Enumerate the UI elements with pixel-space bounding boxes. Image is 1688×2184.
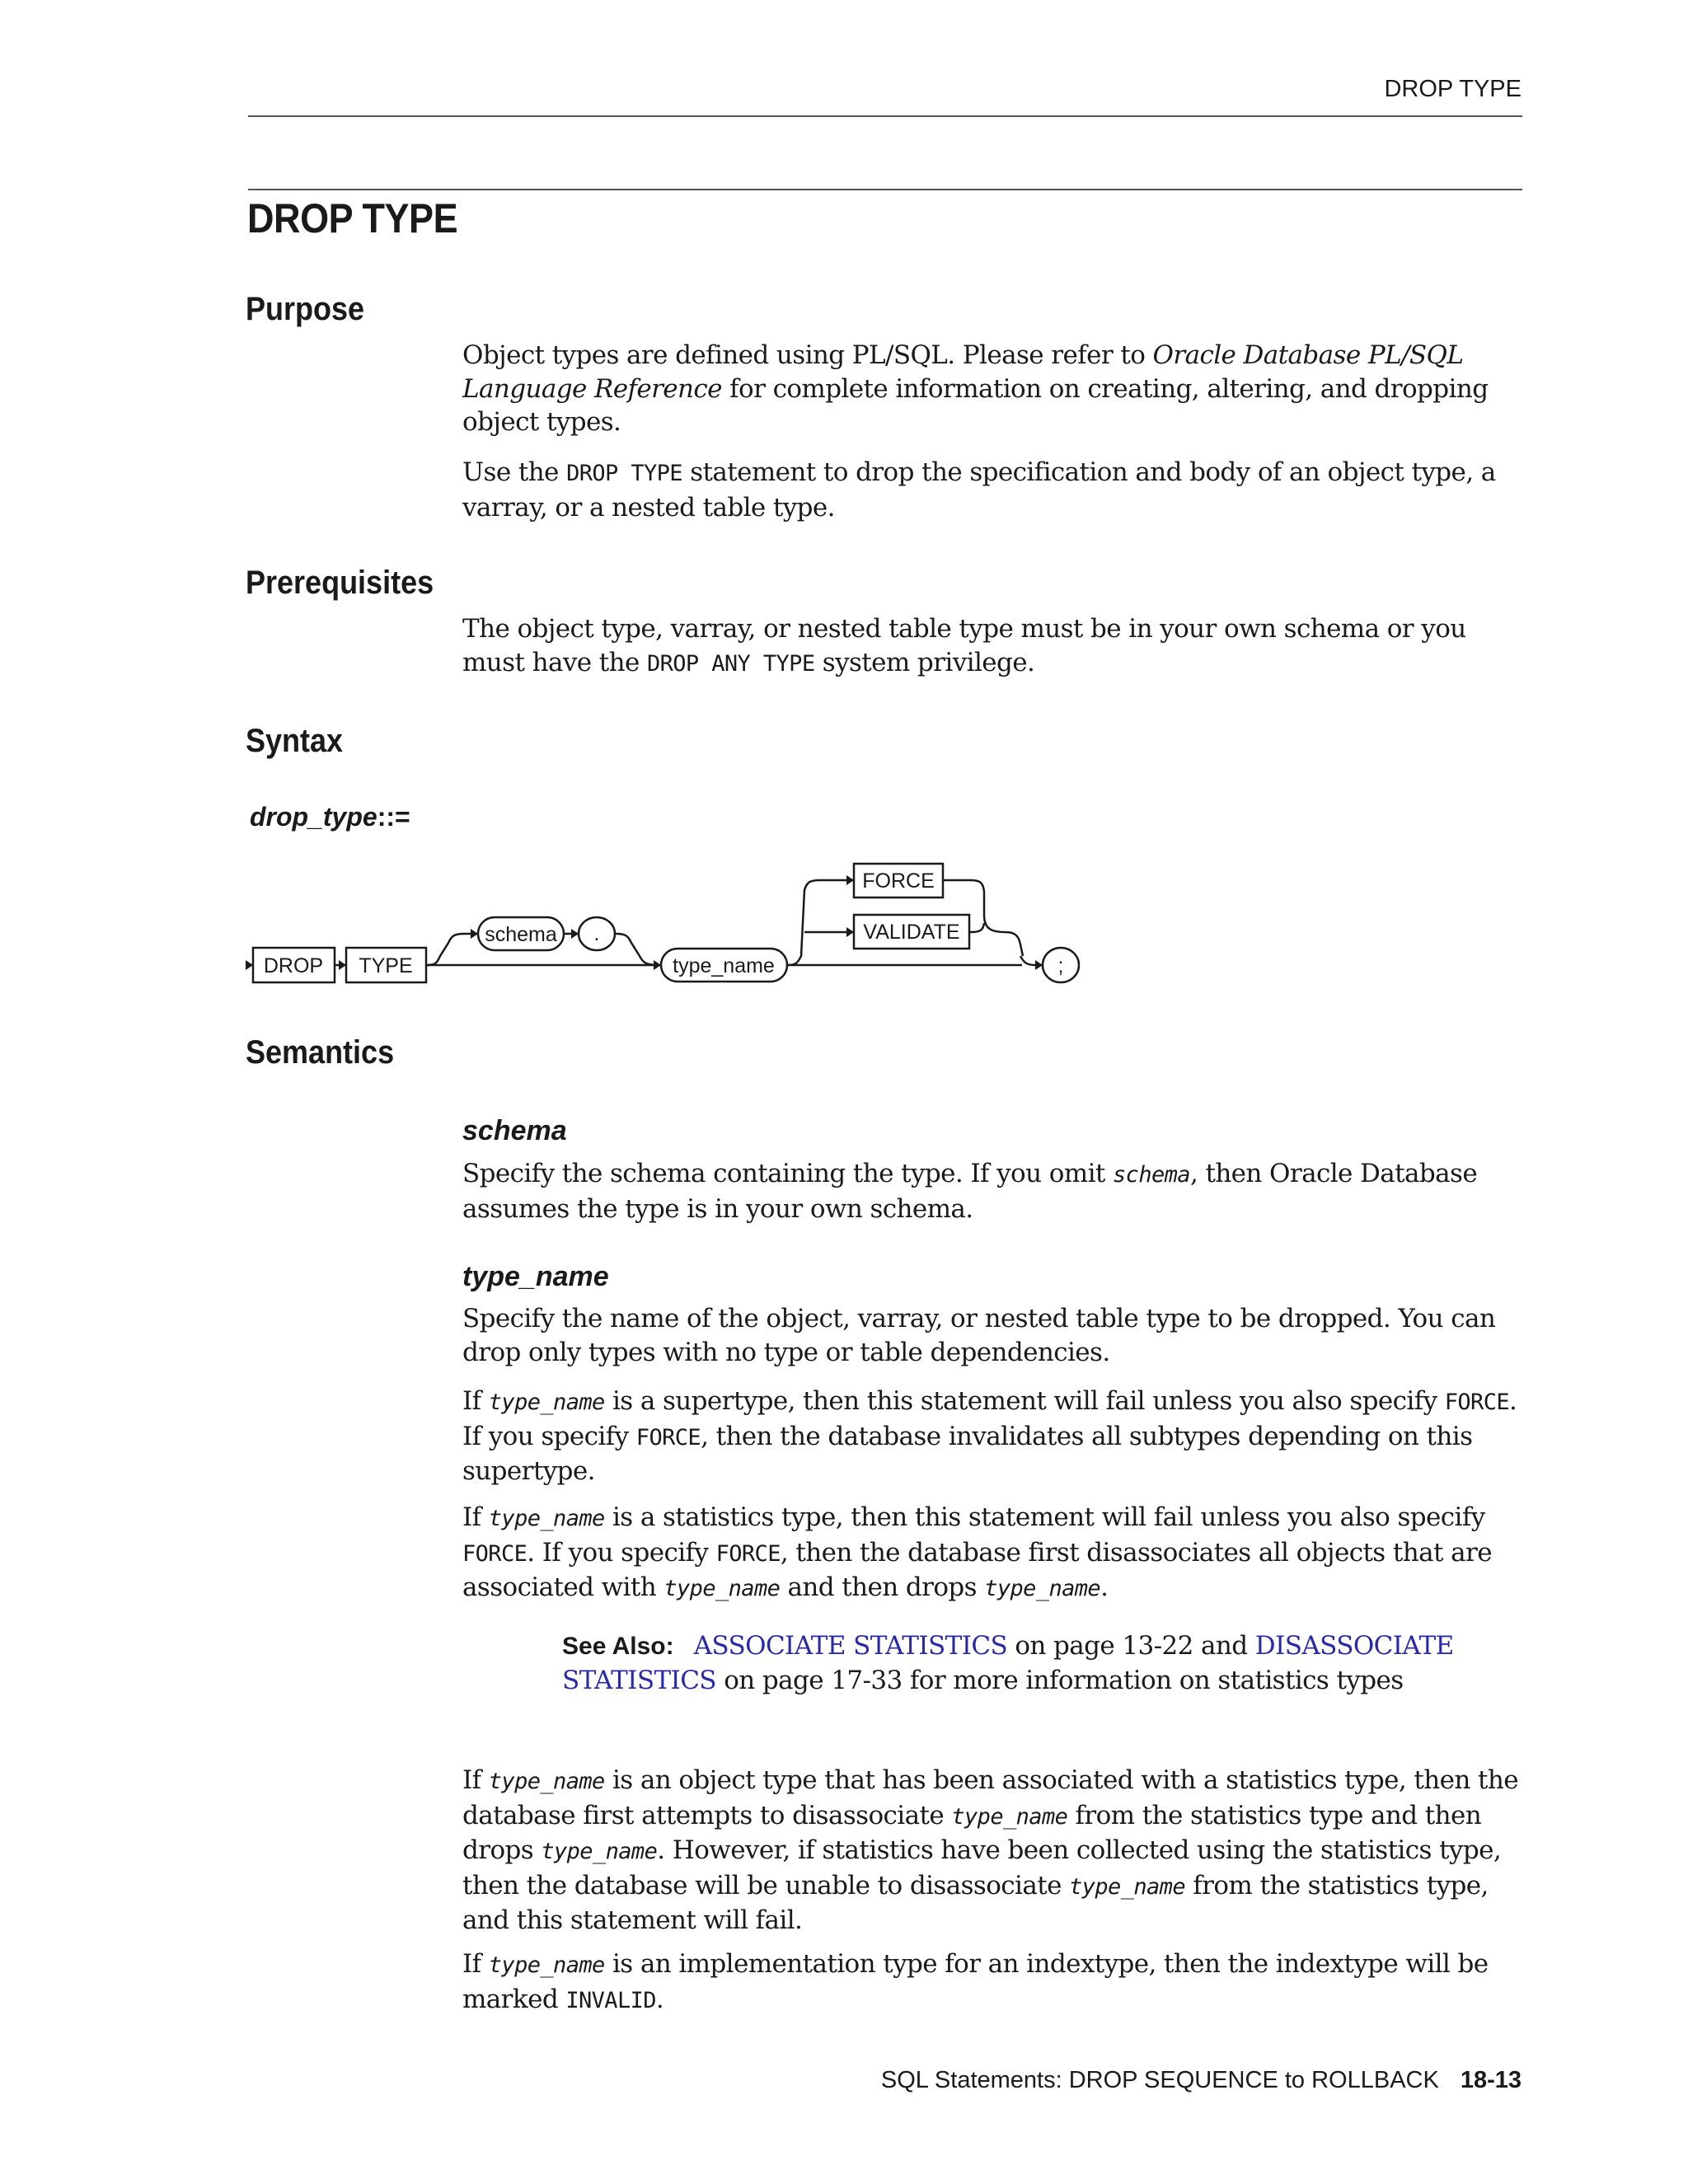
type-name-paragraph-3: If type_name is a statistics type, then this statement will fail unless you also specify FORCE. If you specify FORCE, then the database first disassociates all objects that are associated with type_name and then drops type_name.	[462, 1502, 1492, 1602]
type-keyword-label: TYPE	[359, 954, 413, 977]
validate-keyword-label: VALIDATE	[863, 921, 960, 944]
semicolon-node-label: ;	[1057, 954, 1064, 977]
syntax-production: drop_type::=	[250, 802, 410, 832]
syntax-heading: Syntax	[246, 723, 344, 759]
semicolon-node	[1043, 948, 1079, 982]
prerequisites-paragraph: The object type, varray, or nested table type must be in your own schema or you must have the DROP ANY TYPE system privilege.	[462, 614, 1466, 677]
prerequisites-heading: Prerequisites	[246, 565, 434, 601]
force-keyword-box	[854, 864, 943, 898]
semantics-heading: Semantics	[246, 1034, 395, 1071]
footer-chapter-title: SQL Statements: DROP SEQUENCE to ROLLBACK	[880, 2067, 1439, 2093]
see-also-label: See Also:	[562, 1633, 674, 1660]
type-keyword-box	[346, 948, 426, 982]
disassociate-statistics-link[interactable]: DISASSOCIATE STATISTICS	[562, 1631, 1454, 1695]
schema-node	[478, 917, 564, 950]
drop-keyword-label: DROP	[263, 954, 324, 977]
type-name-paragraph-1: Specify the name of the object, varray, or nested table type to be dropped. You can drop only types with no type or table dependencies.	[462, 1304, 1496, 1367]
page-title: DROP TYPE	[247, 195, 458, 241]
drop-keyword-box	[253, 948, 335, 982]
schema-node-label: schema	[485, 923, 557, 946]
purpose-heading: Purpose	[246, 291, 365, 327]
schema-subheading: schema	[462, 1115, 567, 1146]
dot-node	[579, 917, 615, 950]
purpose-paragraph-2: Use the DROP TYPE statement to drop the specification and body of an object type, a varray, or a nested table type.	[462, 457, 1496, 523]
schema-paragraph: Specify the schema containing the type. If you omit schema, then Oracle Database assumes the type is in your own schema.	[462, 1159, 1478, 1224]
running-header: DROP TYPE	[1384, 76, 1522, 102]
see-also-note: See Also: ASSOCIATE STATISTICS on page 13-22 and DISASSOCIATE STATISTICS on page 17-33 for more information on statistics types	[562, 1631, 1454, 1695]
type-name-paragraph-2: If type_name is a supertype, then this statement will fail unless you also specify FORCE. If you specify FORCE, then the database invalidates all subtypes depending on this supertype.	[462, 1386, 1517, 1486]
page-footer	[881, 2067, 1522, 2094]
type-name-paragraph-4: If type_name is an object type that has been associated with a statistics type, then the database first attempts to disassociate type_name from the statistics type and then drops type_name. However, if statistics have been collected using the statistics type, then the database will be unable to disassociate type_name from the statistics type, and this statement will fail.	[462, 1765, 1518, 1935]
associate-statistics-link[interactable]: ASSOCIATE STATISTICS	[693, 1631, 1008, 1661]
dot-node-label: .	[593, 922, 600, 945]
reference-title: Oracle Database PL/SQL Language Reference	[462, 340, 1464, 404]
type-name-subheading: type_name	[462, 1261, 609, 1292]
validate-keyword-box	[854, 915, 969, 949]
type-name-node	[661, 949, 787, 982]
type-name-paragraph-5: If type_name is an implementation type for an indextype, then the indextype will be marked INVALID.	[462, 1949, 1489, 2014]
footer-page-number: 18-13	[1460, 2067, 1522, 2093]
purpose-paragraph-1: Object types are defined using PL/SQL. Please refer to Oracle Database PL/SQL Language Reference for complete information on creating, altering, and dropping object types.	[462, 340, 1489, 437]
type-name-node-label: type_name	[673, 954, 775, 977]
force-keyword-label: FORCE	[862, 869, 935, 893]
